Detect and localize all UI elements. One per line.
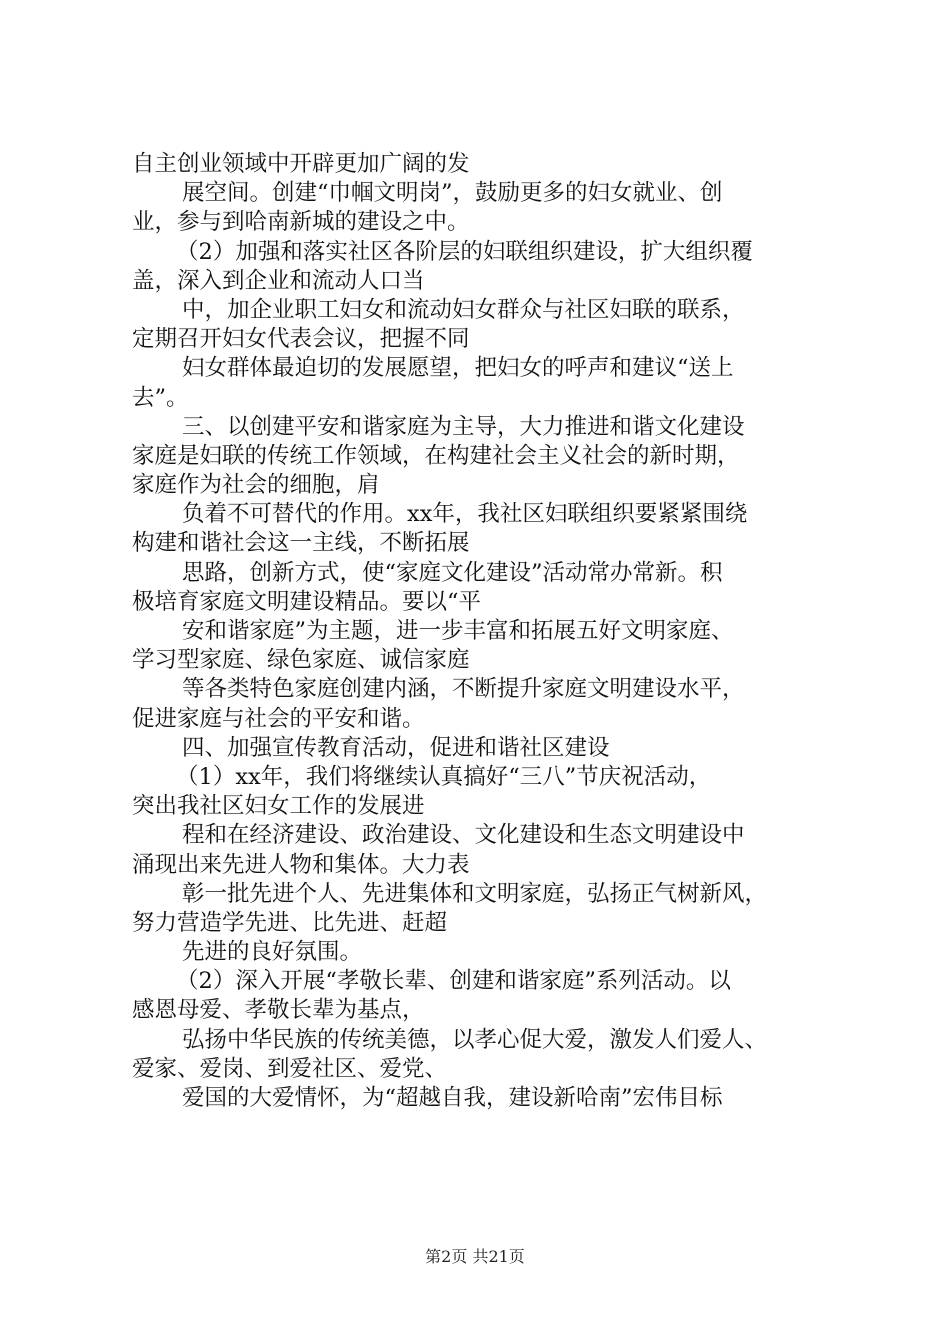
page-footer — [0, 1244, 950, 1267]
text-line: 涌现出来先进人物和集体。大力表 — [132, 851, 470, 878]
text-line: （2）加强和落实社区各阶层的妇联组织建设，扩大组织覆 — [176, 238, 753, 265]
text-line: 妇女群体最迫切的发展愿望，把妇女的呼声和建议“送上 — [182, 355, 734, 382]
text-line: 弘扬中华民族的传统美德，以孝心促大爱，激发人们爱人、 — [182, 1026, 768, 1053]
text-line: 感恩母爱、孝敬长辈为基点， — [132, 997, 425, 1024]
text-line: 安和谐家庭”为主题，进一步丰富和拓展五好文明家庭、 — [182, 618, 734, 644]
text-line: 等各类特色家庭创建内涵，不断提升家庭文明建设水平， — [182, 676, 745, 703]
text-line: 先进的良好氛围。 — [182, 939, 363, 966]
text-line: 负着不可替代的作用。xx年，我社区妇联组织要紧紧围绕 — [182, 501, 748, 528]
text-line: 定期召开妇女代表会议，把握不同 — [132, 326, 470, 353]
text-line: （2）深入开展“孝敬长辈、创建和谐家庭”系列活动。以 — [176, 968, 731, 995]
text-line: 思路，创新方式，使“家庭文化建设”活动常办常新。积 — [182, 559, 723, 586]
text-line: （1）xx年，我们将继续认真搞好“三八”节庆祝活动， — [176, 763, 712, 790]
text-line: 爱家、爱岗、到爱社区、爱党、 — [132, 1055, 448, 1082]
text-line: 极培育家庭文明建设精品。要以“平 — [132, 588, 482, 615]
text-line: 努力营造学先进、比先进、赶超 — [132, 909, 448, 936]
text-line: 四、加强宣传教育活动，促进和谐社区建设 — [182, 734, 610, 761]
text-line: 去”。 — [132, 384, 189, 411]
text-line: 程和在经济建设、政治建设、文化建设和生态文明建设中 — [182, 822, 745, 849]
text-line: 三、以创建平安和谐家庭为主导，大力推进和谐文化建设 — [182, 413, 745, 440]
text-line: 盖，深入到企业和流动人口当 — [132, 267, 425, 294]
text-line: 爱国的大爱情怀，为“超越自我，建设新哈南”宏伟目标 — [182, 1085, 723, 1111]
text-line: 业，参与到哈南新城的建设之中。 — [132, 209, 470, 236]
text-line: 中，加企业职工妇女和流动妇女群众与社区妇联的联系， — [182, 296, 745, 323]
text-line: 自主创业领域中开辟更加广阔的发 — [132, 151, 470, 177]
text-line: 家庭是妇联的传统工作领域，在构建社会主义社会的新时期， — [132, 442, 740, 469]
text-line: 构建和谐社会这一主线，不断拓展 — [132, 530, 470, 557]
text-line: 促进家庭与社会的平安和谐。 — [132, 705, 425, 732]
text-line: 彰一批先进个人、先进集体和文明家庭，弘扬正气树新风， — [182, 880, 768, 907]
text-line: 突出我社区妇女工作的发展进 — [132, 793, 425, 820]
document-body — [132, 150, 832, 1113]
text-line: 展空间。创建“巾帼文明岗”，鼓励更多的妇女就业、创 — [182, 180, 723, 207]
text-line: 家庭作为社会的细胞，肩 — [132, 472, 380, 499]
page-number: 第2页 共21页 — [425, 1247, 525, 1266]
text-line: 学习型家庭、绿色家庭、诚信家庭 — [132, 647, 470, 674]
